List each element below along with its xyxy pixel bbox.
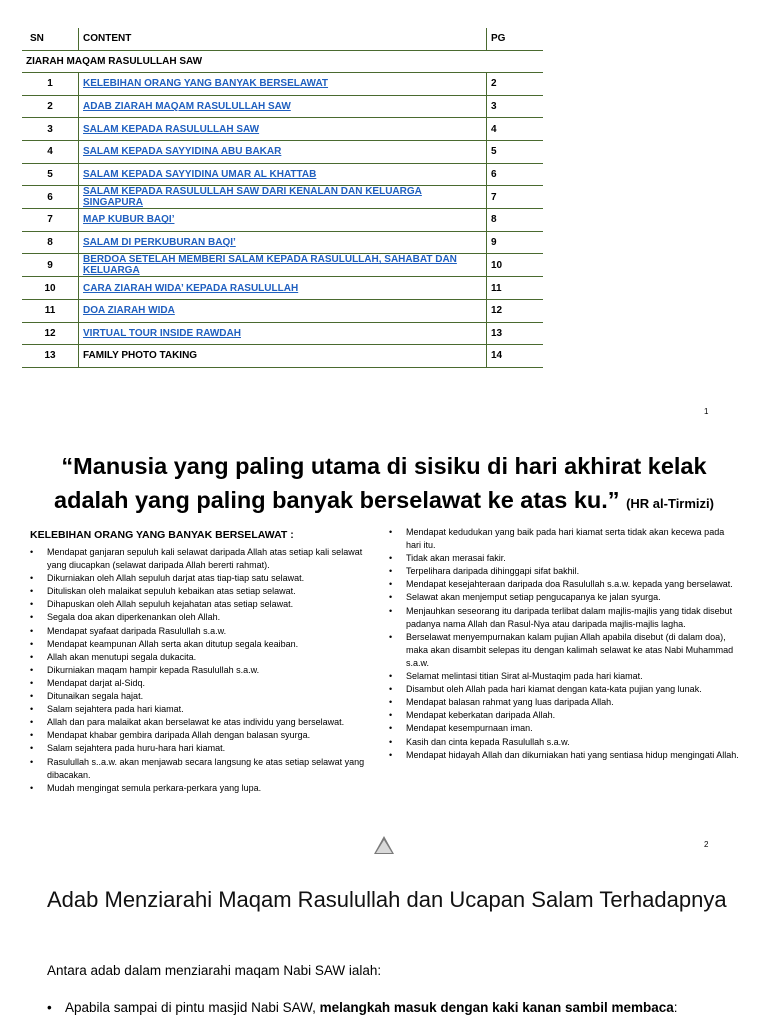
toc-sn: 8 [22, 231, 79, 254]
table-row[interactable] [22, 73, 543, 96]
toc-page: 4 [487, 118, 544, 141]
toc-link[interactable]: DOA ZIARAH WIDA [83, 305, 175, 317]
table-row[interactable] [22, 186, 543, 209]
toc-content-cell [79, 209, 487, 232]
toc-content-cell [79, 254, 487, 277]
toc-sn: 6 [22, 186, 79, 209]
benefits-list-left [30, 546, 380, 795]
toc-page: 13 [487, 322, 544, 345]
toc-sn: 11 [22, 299, 79, 322]
toc-content-cell [79, 345, 487, 368]
toc-content-cell [79, 277, 487, 300]
table-row[interactable] [22, 231, 543, 254]
up-arrow-icon-fill [376, 840, 392, 853]
list-item: • Dituliskan oleh malaikat sepuluh kebaikan atas setiap selawat. [30, 585, 380, 598]
toc-link[interactable]: MAP KUBUR BAQI’ [83, 214, 175, 226]
list-item: • Terpelihara daripada dihinggapi sifat bakhil. [389, 565, 741, 578]
list-item: • Allah dan para malaikat akan berselawat ke atas individu yang berselawat. [30, 716, 380, 729]
list-item: • Mendapat keampunan Allah serta akan ditutup segala keaiban. [30, 638, 380, 651]
list-item: • Segala doa akan diperkenankan oleh Allah. [30, 611, 380, 624]
toc-link[interactable]: VIRTUAL TOUR INSIDE RAWDAH [83, 327, 241, 339]
toc-sn: 9 [22, 254, 79, 277]
toc-sn: 5 [22, 163, 79, 186]
toc-sn: 3 [22, 118, 79, 141]
toc-content-cell [79, 95, 487, 118]
list-item: • Mendapat keberkatan daripada Allah. [389, 709, 741, 722]
list-item: • Salam sejahtera pada huru-hara hari kiamat. [30, 742, 380, 755]
page-number: 1 [704, 407, 709, 416]
toc-page: 6 [487, 163, 544, 186]
toc-page: 2 [487, 73, 544, 96]
table-row[interactable] [22, 277, 543, 300]
toc-content-cell [79, 186, 487, 209]
quote-source: (HR al-Tirmizi) [626, 496, 714, 511]
bullet-text-bold: melangkah masuk dengan kaki kanan sambil membaca [319, 1000, 674, 1015]
toc-page: 14 [487, 345, 544, 368]
toc-sn: 1 [22, 73, 79, 96]
toc-content-cell [79, 163, 487, 186]
page-title: Adab Menziarahi Maqam Rasulullah dan Ucapan Salam Terhadapnya [47, 887, 727, 912]
list-item: • Selawat akan menjemput setiap pengucapanya ke jalan syurga. [389, 591, 741, 604]
toc-header-row [22, 28, 543, 50]
table-row[interactable] [22, 140, 543, 163]
hadith-quote [22, 449, 746, 521]
toc-page: 7 [487, 186, 544, 209]
list-item: • Selamat melintasi titian Sirat al-Mustaqim pada hari kiamat. [389, 670, 741, 683]
list-item: • Mendapat balasan rahmat yang luas daripada Allah. [389, 696, 741, 709]
list-item: • Mendapat kesempurnaan iman. [389, 722, 741, 735]
list-item: • Berselawat menyempurnakan kalam pujian Allah apabila disebut (di dalam doa), maka akan disambit selepas itu dengan kalimah selawat ke atas Nabi Muhammad s.a.w. [389, 631, 741, 670]
toc-content-cell [79, 322, 487, 345]
list-item: • Tidak akan merasai fakir. [389, 552, 741, 565]
list-item: • Kasih dan cinta kepada Rasulullah s.a.w. [389, 736, 741, 749]
toc-page: 8 [487, 209, 544, 232]
list-item: • Dihapuskan oleh Allah sepuluh kejahatan atas setiap selawat. [30, 598, 380, 611]
toc-page: 11 [487, 277, 544, 300]
toc-link[interactable]: BERDOA SETELAH MEMBERI SALAM KEPADA RASULULLAH, SAHABAT DAN KELUARGA [83, 254, 457, 277]
toc-link[interactable]: SALAM KEPADA RASULULLAH SAW [83, 123, 260, 135]
toc-sn: 7 [22, 209, 79, 232]
toc-content-cell [79, 118, 487, 141]
toc-header-sn: SN [22, 28, 79, 50]
toc-sn: 10 [22, 277, 79, 300]
list-item [47, 1000, 678, 1015]
section-heading: KELEBIHAN ORANG YANG BANYAK BERSELAWAT : [30, 529, 294, 541]
toc-content-cell [79, 73, 487, 96]
toc-header-content: CONTENT [79, 28, 487, 50]
list-item: • Mendapat khabar gembira daripada Allah dengan balasan syurga. [30, 729, 380, 742]
toc-sn: 13 [22, 345, 79, 368]
bullet-text: Apabila sampai di pintu masjid Nabi SAW, [65, 1000, 320, 1015]
toc-sn: 4 [22, 140, 79, 163]
list-item: • Mendapat darjat al-Sidq. [30, 677, 380, 690]
toc-link[interactable]: SALAM DI PERKUBURAN BAQI’ [83, 237, 236, 249]
table-row[interactable] [22, 322, 543, 345]
toc-section-row [22, 50, 543, 73]
toc-page: 9 [487, 231, 544, 254]
toc-page: 3 [487, 95, 544, 118]
toc-section-title: ZIARAH MAQAM RASULULLAH SAW [22, 50, 543, 73]
toc-link[interactable]: CARA ZIARAH WIDA’ KEPADA RASULULLAH [83, 282, 299, 294]
table-row[interactable] [22, 299, 543, 322]
toc-content-cell [79, 299, 487, 322]
intro-text: Antara adab dalam menziarahi maqam Nabi SAW ialah: [47, 963, 382, 978]
list-item: • Mendapat kesejahteraan daripada doa Rasulullah s.a.w. kepada yang berselawat. [389, 578, 741, 591]
toc-link[interactable]: SALAM KEPADA SAYYIDINA ABU BAKAR [83, 146, 282, 158]
quote-text: “Manusia yang paling utama di sisiku di hari akhirat kelak adalah yang paling banyak berselawat ke atas ku.” [54, 453, 707, 513]
table-row[interactable] [22, 163, 543, 186]
list-item: • Mendapat syafaat daripada Rasulullah s.a.w. [30, 625, 380, 638]
toc-content-cell [79, 231, 487, 254]
list-item: • Salam sejahtera pada hari kiamat. [30, 703, 380, 716]
toc-link[interactable]: SALAM KEPADA RASULULLAH SAW DARI KENALAN DAN KELUARGA SINGAPURA [83, 186, 422, 209]
list-item: • Ditunaikan segala hajat. [30, 690, 380, 703]
table-row[interactable] [22, 209, 543, 232]
toc-header-pg: PG [487, 28, 544, 50]
toc-page: 10 [487, 254, 544, 277]
list-item: • Menjauhkan seseorang itu daripada terlibat dalam majlis-majlis yang tidak disebut padanya nama Allah dan Rasul-Nya atau daripada majlis-majlis lagha. [389, 605, 741, 631]
bullet-text-tail: : [673, 1000, 678, 1015]
toc-page: 5 [487, 140, 544, 163]
list-item: • Disambut oleh Allah pada hari kiamat dengan kata-kata pujian yang lunak. [389, 683, 741, 696]
list-item: • Allah akan menutupi segala dukacita. [30, 651, 380, 664]
table-of-contents [22, 28, 543, 368]
page-number: 2 [704, 840, 709, 849]
toc-text: FAMILY PHOTO TAKING [83, 350, 198, 362]
list-item: • Mudah mengingat semula perkara-perkara yang lupa. [30, 782, 380, 795]
list-item: • Rasulullah s..a.w. akan menjawab secara langsung ke atas setiap selawat yang dibacakan. [30, 756, 380, 782]
table-row[interactable] [22, 254, 543, 277]
list-item: • Mendapat ganjaran sepuluh kali selawat daripada Allah atas setiap kali selawat yang diucapkan (selawat daripada Allah bererti rahmat). [30, 546, 380, 572]
toc-page: 12 [487, 299, 544, 322]
toc-link[interactable]: ADAB ZIARAH MAQAM RASULULLAH SAW [83, 101, 291, 113]
table-row[interactable] [22, 118, 543, 141]
toc-sn: 2 [22, 95, 79, 118]
table-row[interactable] [22, 95, 543, 118]
toc-link[interactable]: SALAM KEPADA SAYYIDINA UMAR AL KHATTAB [83, 168, 317, 180]
list-item: • Dikurniakan maqam hampir kepada Rasulullah s.a.w. [30, 664, 380, 677]
bullet-icon: • [47, 1000, 52, 1015]
table-row [22, 345, 543, 368]
toc-sn: 12 [22, 322, 79, 345]
list-item: • Mendapat kedudukan yang baik pada hari kiamat serta tidak akan kecewa pada hari itu. [389, 526, 741, 552]
list-item: • Mendapat hidayah Allah dan dikurniakan hati yang sentiasa hidup mengingati Allah. [389, 749, 741, 762]
list-item: • Dikurniakan oleh Allah sepuluh darjat atas tiap-tiap satu selawat. [30, 572, 380, 585]
toc-content-cell [79, 140, 487, 163]
toc-link[interactable]: KELEBIHAN ORANG YANG BANYAK BERSELAWAT [83, 78, 329, 90]
benefits-list-right[interactable] [389, 526, 741, 762]
